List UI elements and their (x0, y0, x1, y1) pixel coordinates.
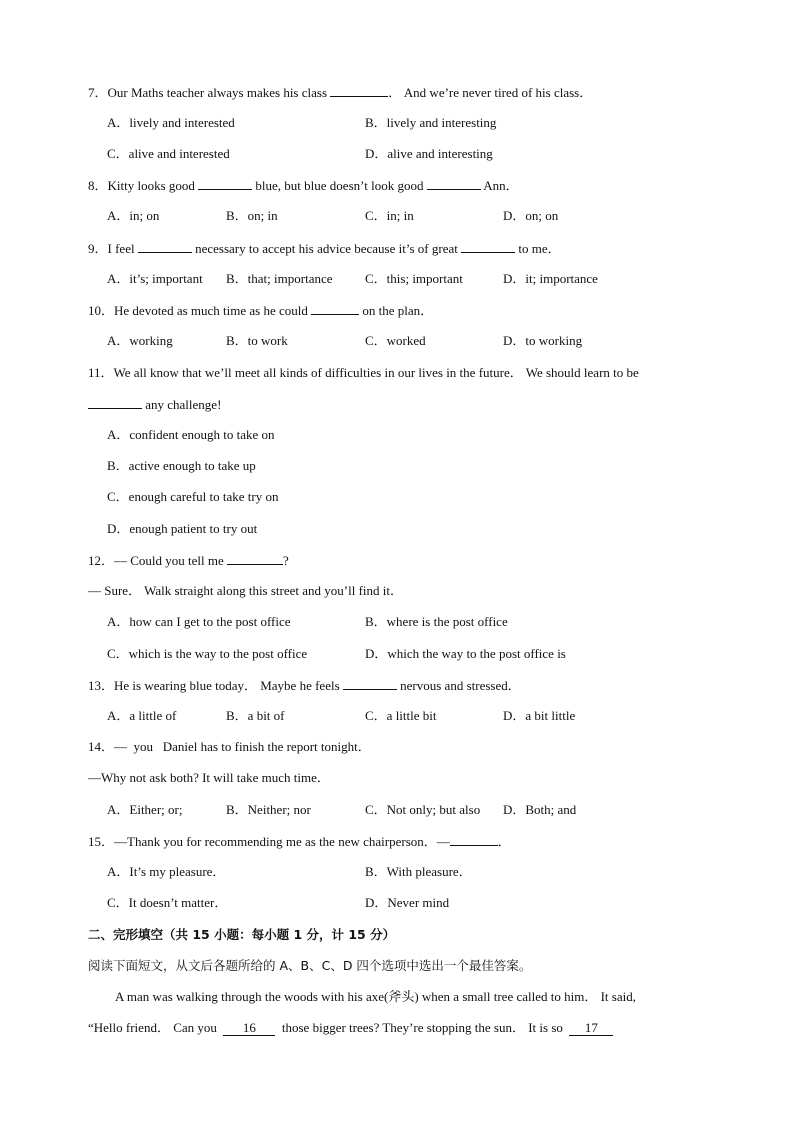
question-number: 15． (88, 834, 115, 849)
option-d: D．which the way to the post office is (365, 646, 566, 661)
question-8 (88, 177, 519, 194)
option-c: C．Not only; but also (365, 802, 481, 817)
question-stem: — you Daniel has to finish the report tonight． (114, 739, 371, 754)
question-number: 10． (88, 303, 115, 318)
question-stem: He is wearing blue today． Maybe he feels (114, 678, 340, 693)
option-c: C．in; in (365, 208, 414, 223)
passage-text: A man was walking through the woods with his axe(斧头) when a small tree called to him． It said, (115, 989, 636, 1004)
question-number: 13． (88, 678, 115, 693)
question-11 (88, 365, 639, 381)
option-a: A．confident enough to take on (107, 427, 275, 442)
option-a: A．It’s my pleasure． (107, 864, 226, 879)
option-b: B．With pleasure． (365, 864, 472, 879)
question-stem: Ann． (483, 178, 519, 193)
question-7 (88, 84, 592, 101)
option-a: A．lively and interested (107, 115, 235, 130)
answer-blank (343, 677, 397, 690)
option-a: A．it’s; important (107, 271, 203, 286)
question-15 (88, 833, 511, 850)
option-c: C．a little bit (365, 708, 437, 723)
option-a: A．working (107, 333, 173, 348)
answer-blank (227, 552, 283, 565)
question-stem: ． And we’re never tired of his class． (388, 85, 593, 100)
question-stem: ． (497, 834, 511, 849)
option-d: D．a bit little (503, 708, 576, 723)
option-d: D．it; importance (503, 271, 598, 286)
question-stem: any challenge! (145, 397, 222, 412)
question-14 (88, 739, 371, 755)
answer-blank (330, 84, 388, 97)
question-stem: on the plan． (362, 303, 434, 318)
dialogue-reply: —Why not ask both? It will take much time． (88, 770, 330, 785)
option-d: D．Both; and (503, 802, 577, 817)
question-12 (88, 552, 289, 569)
question-number: 11． (88, 365, 114, 380)
question-stem: Our Maths teacher always makes his class (107, 85, 328, 100)
question-stem: blue, but blue doesn’t look good (255, 178, 424, 193)
option-b: B．where is the post office (365, 614, 508, 629)
question-stem: He devoted as much time as he could (114, 303, 308, 318)
option-d: D．Never mind (365, 895, 450, 910)
passage-line-2 (88, 1020, 613, 1036)
section-heading: 二、完形填空（共 15 小题：每小题 1 分，计 15 分） (88, 927, 396, 942)
option-c: C．this; important (365, 271, 463, 286)
question-number: 8． (88, 178, 108, 193)
question-number: 14． (88, 739, 115, 754)
question-13 (88, 677, 521, 694)
answer-blank (198, 177, 252, 190)
question-stem: I feel (107, 241, 135, 256)
answer-blank (311, 302, 359, 315)
answer-blank (138, 240, 192, 253)
option-c: C．It doesn’t matter． (107, 895, 228, 910)
option-c: C．worked (365, 333, 426, 348)
question-stem: necessary to accept his advice because it’s of great (195, 241, 458, 256)
option-b: B．Neither; nor (226, 802, 311, 817)
question-stem: Kitty looks good (107, 178, 195, 193)
question-stem: ? (283, 553, 289, 568)
question-9 (88, 240, 561, 257)
option-d: D．to working (503, 333, 583, 348)
question-11-cont (88, 396, 221, 413)
question-stem: nervous and stressed． (400, 678, 521, 693)
passage-line-1 (115, 989, 636, 1005)
question-number: 7． (88, 85, 108, 100)
question-number: 9． (88, 241, 108, 256)
question-stem: —Thank you for recommending me as the new chairperson．— (114, 834, 450, 849)
option-b: B．that; importance (226, 271, 333, 286)
question-number: 12． (88, 553, 115, 568)
option-c: C．which is the way to the post office (107, 646, 308, 661)
passage-text: those bigger trees? They’re stopping the sun． It is so (281, 1020, 563, 1035)
option-a: A．Either; or; (107, 802, 183, 817)
question-stem: We all know that we’ll meet all kinds of difficulties in our lives in the future． We should learn to be (113, 365, 639, 380)
option-b: B．a bit of (226, 708, 285, 723)
question-stem: — Could you tell me (114, 553, 224, 568)
option-b: B．lively and interesting (365, 115, 497, 130)
option-c: C．alive and interested (107, 146, 230, 161)
dialogue-reply: — Sure． Walk straight along this street and you’ll find it． (88, 583, 404, 598)
section-instruction: 阅读下面短文，从文后各题所给的 A、B、C、D 四个选项中选出一个最佳答案。 (88, 958, 532, 973)
question-stem: to me． (518, 241, 561, 256)
option-b: B．to work (226, 333, 288, 348)
option-c: C．enough careful to take try on (107, 489, 279, 504)
option-d: D．enough patient to try out (107, 521, 258, 536)
question-10 (88, 302, 433, 319)
cloze-blank-16: 16 (223, 1021, 275, 1036)
answer-blank (461, 240, 515, 253)
option-b: B．active enough to take up (107, 458, 256, 473)
option-d: D．alive and interesting (365, 146, 493, 161)
answer-blank (427, 177, 481, 190)
cloze-blank-17: 17 (569, 1021, 613, 1036)
answer-blank (450, 833, 498, 846)
option-d: D．on; on (503, 208, 559, 223)
answer-blank (88, 396, 142, 409)
option-a: A．how can I get to the post office (107, 614, 291, 629)
option-a: A．in; on (107, 208, 160, 223)
passage-text: “Hello friend． Can you (88, 1020, 217, 1035)
option-a: A．a little of (107, 708, 177, 723)
option-b: B．on; in (226, 208, 278, 223)
